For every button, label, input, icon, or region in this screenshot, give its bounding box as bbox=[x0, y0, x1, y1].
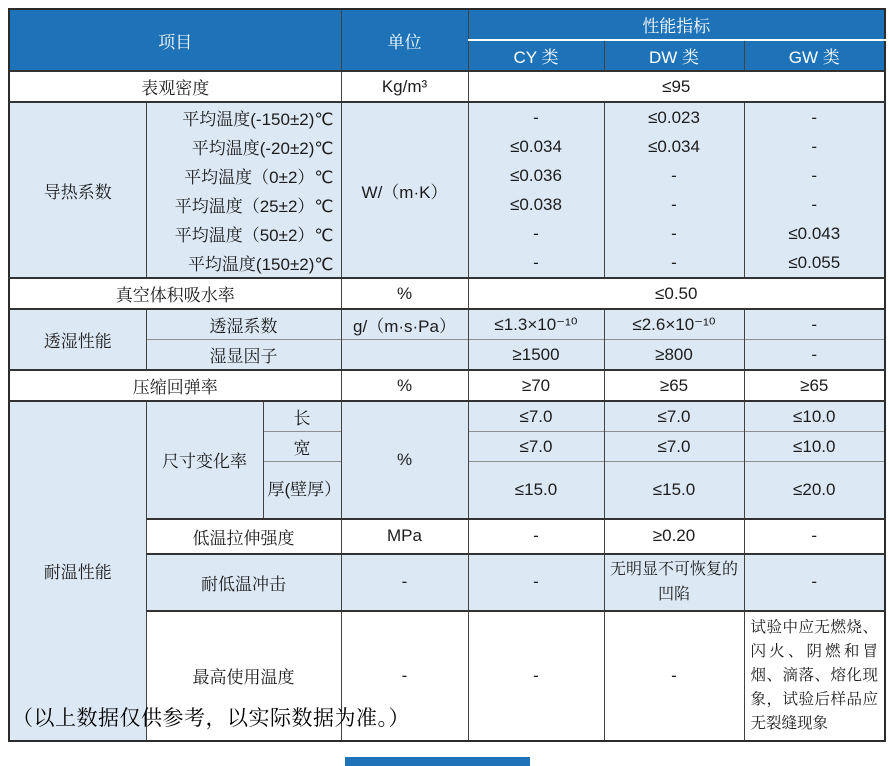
footnote-text: （以上数据仅供参考，以实际数据为准。） bbox=[12, 707, 410, 730]
moisture-cy: ≤1.3×10⁻¹⁰ bbox=[468, 309, 604, 340]
thermal-cy: - bbox=[468, 102, 604, 132]
header-row-1 bbox=[9, 9, 885, 40]
thermal-unit: W/（m·K） bbox=[341, 102, 468, 278]
thermal-gw: - bbox=[744, 102, 885, 132]
tensile-cy: - bbox=[468, 519, 604, 554]
impact-gw: - bbox=[744, 554, 885, 611]
dimension-dw: ≤15.0 bbox=[604, 462, 744, 519]
thermal-row-label: 平均温度（0±2）℃ bbox=[146, 161, 341, 190]
rebound-unit: % bbox=[341, 370, 468, 401]
dimension-dw: ≤7.0 bbox=[604, 401, 744, 432]
dimension-gw: ≤10.0 bbox=[744, 432, 885, 462]
thermal-cy: ≤0.036 bbox=[468, 161, 604, 190]
table-row bbox=[9, 401, 885, 432]
dimension-cy: ≤7.0 bbox=[468, 401, 604, 432]
dimension-cy: ≤15.0 bbox=[468, 462, 604, 519]
rebound-cy: ≥70 bbox=[468, 370, 604, 401]
thermal-group-label: 导热系数 bbox=[9, 102, 146, 278]
maxtemp-cy: - bbox=[468, 611, 604, 741]
header-class-cy: CY 类 bbox=[468, 40, 604, 71]
moisture-gw: - bbox=[744, 309, 885, 340]
dimension-row-label: 宽 bbox=[263, 432, 341, 462]
dimension-unit: % bbox=[341, 401, 468, 519]
maxtemp-label: 最高使用温度 bbox=[146, 611, 341, 741]
thermal-dw: ≤0.023 bbox=[604, 102, 744, 132]
maxtemp-gw: 试验中应无燃烧、闪火、阴燃和冒烟、滴落、熔化现象，试验后样品应无裂缝现象 bbox=[744, 611, 885, 741]
temp-group-label: 耐温性能 bbox=[9, 401, 146, 741]
table-row bbox=[9, 71, 885, 102]
moisture-group-label: 透湿性能 bbox=[9, 309, 146, 370]
dimension-row-label: 厚(壁厚） bbox=[263, 462, 341, 519]
next-table-header-fragment bbox=[345, 757, 530, 766]
moisture-row-label: 透湿系数 bbox=[146, 309, 341, 340]
thermal-gw: - bbox=[744, 190, 885, 219]
spec-table bbox=[8, 8, 886, 742]
dimension-label: 尺寸变化率 bbox=[146, 401, 263, 519]
maxtemp-unit: - bbox=[341, 611, 468, 741]
rebound-label: 压缩回弹率 bbox=[9, 370, 341, 401]
dimension-gw: ≤10.0 bbox=[744, 401, 885, 432]
impact-cy: - bbox=[468, 554, 604, 611]
thermal-gw: ≤0.055 bbox=[744, 248, 885, 278]
absorption-label: 真空体积吸水率 bbox=[9, 278, 341, 309]
header-class-dw: DW 类 bbox=[604, 40, 744, 71]
thermal-row-label: 平均温度(-20±2)℃ bbox=[146, 132, 341, 161]
tensile-gw: - bbox=[744, 519, 885, 554]
thermal-row-label: 平均温度(-150±2)℃ bbox=[146, 102, 341, 132]
thermal-row-label: 平均温度（50±2）℃ bbox=[146, 219, 341, 248]
moisture-unit bbox=[341, 340, 468, 371]
header-unit: 单位 bbox=[341, 9, 468, 71]
header-class-gw: GW 类 bbox=[744, 40, 885, 71]
spec-table-container bbox=[8, 8, 886, 742]
dimension-dw: ≤7.0 bbox=[604, 432, 744, 462]
impact-dw: 无明显不可恢复的凹陷 bbox=[604, 554, 744, 611]
table-row bbox=[9, 278, 885, 309]
thermal-cy: ≤0.034 bbox=[468, 132, 604, 161]
table-row bbox=[9, 309, 885, 340]
tensile-dw: ≥0.20 bbox=[604, 519, 744, 554]
table-row bbox=[9, 102, 885, 132]
moisture-row-label: 湿显因子 bbox=[146, 340, 341, 371]
maxtemp-dw: - bbox=[604, 611, 744, 741]
thermal-gw: - bbox=[744, 132, 885, 161]
thermal-cy: ≤0.038 bbox=[468, 190, 604, 219]
tensile-label: 低温拉伸强度 bbox=[146, 519, 341, 554]
dimension-cy: ≤7.0 bbox=[468, 432, 604, 462]
absorption-unit: % bbox=[341, 278, 468, 309]
impact-unit: - bbox=[341, 554, 468, 611]
thermal-dw: - bbox=[604, 248, 744, 278]
thermal-dw: - bbox=[604, 161, 744, 190]
impact-label: 耐低温冲击 bbox=[146, 554, 341, 611]
thermal-gw: - bbox=[744, 161, 885, 190]
thermal-gw: ≤0.043 bbox=[744, 219, 885, 248]
thermal-row-label: 平均温度(150±2)℃ bbox=[146, 248, 341, 278]
moisture-cy: ≥1500 bbox=[468, 340, 604, 371]
dimension-row-label: 长 bbox=[263, 401, 341, 432]
thermal-dw: - bbox=[604, 190, 744, 219]
density-unit: Kg/m³ bbox=[341, 71, 468, 102]
moisture-dw: ≥800 bbox=[604, 340, 744, 371]
rebound-dw: ≥65 bbox=[604, 370, 744, 401]
dimension-gw: ≤20.0 bbox=[744, 462, 885, 519]
density-value: ≤95 bbox=[468, 71, 885, 102]
thermal-cy: - bbox=[468, 219, 604, 248]
table-row bbox=[9, 370, 885, 401]
moisture-dw: ≤2.6×10⁻¹⁰ bbox=[604, 309, 744, 340]
moisture-unit: g/（m·s·Pa） bbox=[341, 309, 468, 340]
header-performance: 性能指标 bbox=[468, 9, 885, 40]
thermal-dw: ≤0.034 bbox=[604, 132, 744, 161]
density-label: 表观密度 bbox=[9, 71, 341, 102]
thermal-dw: - bbox=[604, 219, 744, 248]
thermal-row-label: 平均温度（25±2）℃ bbox=[146, 190, 341, 219]
tensile-unit: MPa bbox=[341, 519, 468, 554]
rebound-gw: ≥65 bbox=[744, 370, 885, 401]
absorption-value: ≤0.50 bbox=[468, 278, 885, 309]
thermal-cy: - bbox=[468, 248, 604, 278]
moisture-gw: - bbox=[744, 340, 885, 371]
header-item: 项目 bbox=[9, 9, 341, 71]
